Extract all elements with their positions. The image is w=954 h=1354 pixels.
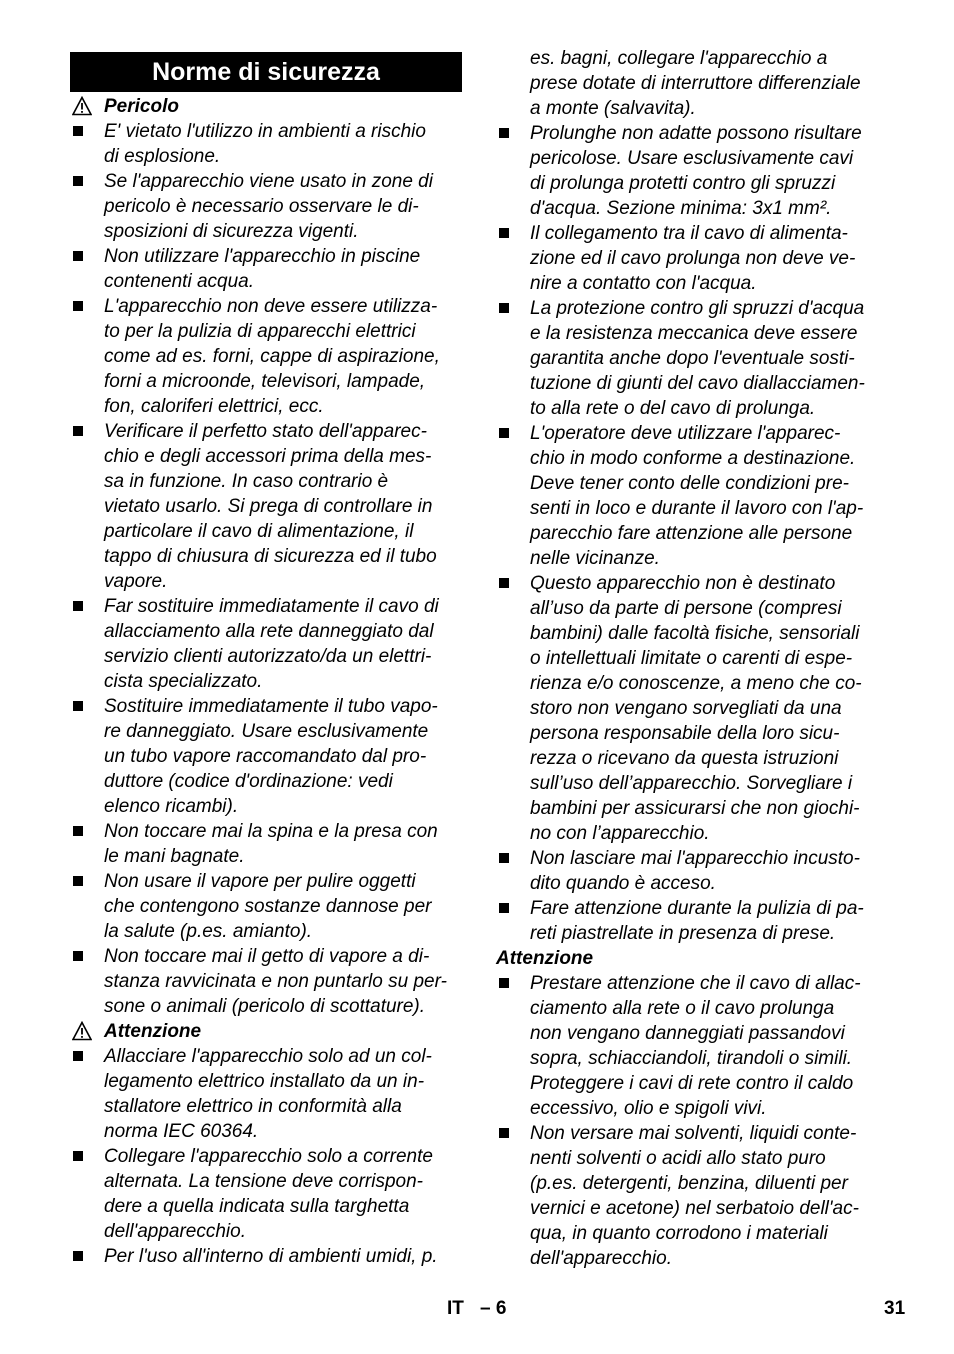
bullet-square-icon — [73, 126, 83, 136]
bullet-square-icon — [499, 428, 509, 438]
bullet-square-icon — [73, 176, 83, 186]
list-item — [70, 119, 462, 169]
bullet-square-icon — [499, 853, 509, 863]
list-item-text: Non utilizzare l'apparecchio in piscine contenenti acqua. — [104, 246, 421, 292]
list-item — [70, 694, 462, 819]
list-item — [70, 244, 462, 294]
bullet-square-icon — [73, 951, 83, 961]
language-code: IT — [447, 1298, 464, 1319]
bullet-square-icon — [73, 251, 83, 261]
list-item — [70, 594, 462, 694]
list-item-text: E' vietato l'utilizzo in ambienti a rischio di esplosione. — [104, 121, 426, 167]
attenzione-label: Attenzione — [104, 1021, 202, 1042]
list-item — [70, 1244, 462, 1269]
list-item — [496, 971, 888, 1121]
list-item-text: Fare attenzione durante la pulizia di pa- reti piastrellate in presenza di prese. — [530, 898, 864, 944]
list-item — [70, 819, 462, 869]
bullet-square-icon — [73, 601, 83, 611]
bullet-square-icon — [73, 1051, 83, 1061]
bullet-square-icon — [73, 1251, 83, 1261]
list-item-text: Non toccare mai la spina e la presa con le mani bagnate. — [104, 821, 438, 867]
list-item-text: Se l'apparecchio viene usato in zone di pericolo è necessario osservare le di- sposizioni di sicurezza vigenti. — [104, 171, 433, 242]
list-item-text: Allacciare l'apparecchio solo ad un col- legamento elettrico installato da un in- stallatore elettrico in conformità alla norma IEC 60364. — [104, 1046, 432, 1142]
list-item-text: Non usare il vapore per pulire oggetti che contengono sostanze dannose per la salute (p.es. amianto). — [104, 871, 432, 942]
bullet-square-icon — [73, 701, 83, 711]
bullet-square-icon — [499, 303, 509, 313]
page-number: 31 — [884, 1298, 906, 1319]
attenzione-label: Attenzione — [496, 948, 594, 969]
bullet-square-icon — [73, 426, 83, 436]
list-item-text: Questo apparecchio non è destinato all’uso da parte di persone (compresi bambini) dalle facoltà fisiche, sensoriali o intellettuali limitate o carenti di espe- rienza e/o conoscenze, a meno che co- storo non vengano sorvegliati da una persona responsabile della loro sicu- rezza o ricevano da questa istruzioni sull’uso dell’apparecchio. Sorvegliare i bambini per assicurarsi che non giochi- no con l’apparecchio. — [530, 573, 862, 844]
list-item — [70, 869, 462, 944]
list-item — [496, 421, 888, 571]
warning-icon — [72, 96, 92, 116]
list-item — [496, 846, 888, 896]
list-item-text: Sostituire immediatamente il tubo vapo- re danneggiato. Usare esclusivamente un tubo vapore raccomandato dal pro- duttore (codice d'ordinazione: vedi elenco ricambi). — [104, 696, 438, 817]
list-item — [70, 944, 462, 1019]
list-item-text: Prolunghe non adatte possono risultare pericolose. Usare esclusivamente cavi di prolunga protetti contro gli spruzzi d'acqua. Sezione minima: 3x1 mm². — [530, 123, 862, 219]
list-item-text: La protezione contro gli spruzzi d'acqua e la resistenza meccanica deve essere garantita anche dopo l'eventuale sosti- tuzione di giunti del cavo diallacciamen- to alla rete o del cavo di prolunga. — [530, 298, 865, 419]
list-item-text: Non toccare mai il getto di vapore a di- stanza ravvicinata e non puntarlo su per- sone o animali (pericolo di scottature). — [104, 946, 447, 1017]
attenzione-heading-right — [496, 946, 888, 971]
attenzione-list — [496, 971, 888, 1271]
list-item — [70, 419, 462, 594]
list-item — [496, 896, 888, 946]
bullet-square-icon — [73, 301, 83, 311]
bullet-square-icon — [499, 228, 509, 238]
list-item-text: Non versare mai solventi, liquidi conte- nenti solventi o acidi allo stato puro (p.es. detergenti, benzina, diluenti per vernici e acetone) nel serbatoio dell'ac- qua, in quanto corrodono i materiali dell'apparecchio. — [530, 1123, 859, 1269]
bullet-square-icon — [73, 876, 83, 886]
list-item — [70, 294, 462, 419]
list-item — [70, 1044, 462, 1144]
right-column — [496, 46, 888, 1271]
pericolo-label: Pericolo — [104, 96, 179, 117]
attenzione-heading — [70, 1019, 462, 1044]
list-item — [496, 296, 888, 421]
list-item-text: Far sostituire immediatamente il cavo di allacciamento alla rete danneggiato dal servizio clienti autorizzato/da un elettri- cista specializzato. — [104, 596, 439, 692]
bullet-square-icon — [73, 1151, 83, 1161]
list-item-text: L'apparecchio non deve essere utilizza- to per la pulizia di apparecchi elettrici come ad es. forni, cappe di aspirazione, forni a microonde, televisori, lampade, fon, caloriferi elettrici, ecc. — [104, 296, 440, 417]
pericolo-list — [70, 119, 462, 1019]
list-item-text: Per l'uso all'interno di ambienti umidi, p. — [104, 1246, 438, 1267]
list-item-text: Non lasciare mai l'apparecchio incusto- dito quando è acceso. — [530, 848, 860, 894]
list-item — [70, 1144, 462, 1244]
list-item-text: Il collegamento tra il cavo di alimenta- zione ed il cavo prolunga non deve ve- nire a contatto con l'acqua. — [530, 223, 856, 294]
list-item — [496, 1121, 888, 1271]
bullet-square-icon — [499, 903, 509, 913]
bullet-square-icon — [499, 578, 509, 588]
bullet-list — [496, 121, 888, 946]
list-item-text: Collegare l'apparecchio solo a corrente alternata. La tensione deve corrispon- dere a quella indicata sulla targhetta dell'apparecchio. — [104, 1146, 433, 1242]
list-item — [496, 571, 888, 846]
left-column — [70, 46, 462, 1269]
pericolo-heading — [70, 94, 462, 119]
bullet-square-icon — [499, 1128, 509, 1138]
list-item — [496, 121, 888, 221]
list-item-text: Verificare il perfetto stato dell'apparec- chio e degli accessori prima della mes- sa in funzione. In caso contrario è vietato usarlo. Si prega di controllare in particolare il cavo di alimentazione, il tappo di chiusura di sicurezza ed il tubo vapore. — [104, 421, 437, 592]
bullet-square-icon — [499, 128, 509, 138]
list-item — [70, 169, 462, 244]
page-footer — [0, 1298, 954, 1322]
list-item-text: L'operatore deve utilizzare l'apparec- chio in modo conforme a destinazione. Deve tener conto delle condizioni pre- senti in loco e durante il lavoro con l'ap- parecchio fare attenzione alle persone nelle vicinanze. — [530, 423, 864, 569]
continued-text: es. bagni, collegare l'apparecchio a prese dotate di interruttore differenziale a monte (salvavita). — [530, 48, 861, 119]
warning-icon — [72, 1021, 92, 1041]
attenzione-list — [70, 1044, 462, 1269]
section-page-ref: – 6 — [480, 1298, 507, 1319]
bullet-square-icon — [499, 978, 509, 988]
list-item — [496, 221, 888, 296]
list-item-text: Prestare attenzione che il cavo di allac- ciamento alla rete o il cavo prolunga non vengano danneggiati passandovi sopra, schiacciandoli, tirandoli o simili. Proteggere i cavi di rete contro il caldo eccessivo, olio e spigoli vivi. — [530, 973, 861, 1119]
bullet-square-icon — [73, 826, 83, 836]
section-title: Norme di sicurezza — [70, 52, 462, 92]
